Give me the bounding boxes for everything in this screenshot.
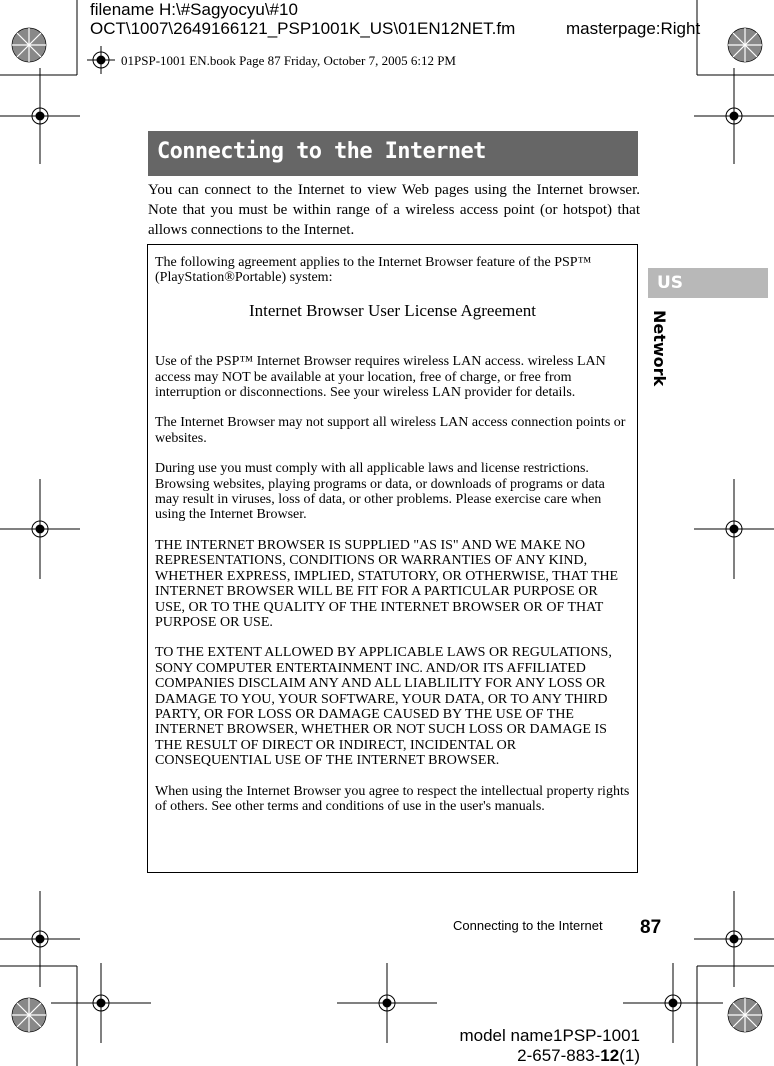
masterpage-label: masterpage:Right bbox=[566, 19, 701, 38]
model-line-2 bbox=[450, 1046, 640, 1066]
model-code-bold: 12 bbox=[600, 1046, 620, 1065]
agreement-paragraph: TO THE EXTENT ALLOWED BY APPLICABLE LAWS OR REGULATIONS, SONY COMPUTER ENTERTAINMENT INC. AND/OR ITS AFFILIATED COMPANIES DISCLAIM ANY AND ALL LIABLILITY FOR ANY LOSS OR DAMAGE TO YOU, YOUR SOFTWARE, YOUR DATA, OR TO ANY THIRD PARTY, OR FOR LOSS OR DAMAGE CAUSED BY THE USE OF THE INTERNET BROWSER, WHETHER OR NOT SUCH LOSS OR DAMAGE IS THE RESULT OF DIRECT OR INDIRECT, INCIDENTAL OR CONSEQUENTIAL USE OF THE INTERNET BROWSER. bbox=[155, 645, 612, 769]
section-title: Connecting to the Internet bbox=[157, 139, 486, 164]
intro-paragraph: You can connect to the Internet to view Web pages using the Internet browser. Note that you must be within range of a wireless access point (or hotspot) that allows connections to the Internet. bbox=[148, 182, 640, 238]
page-number: 87 bbox=[640, 917, 662, 938]
filename-line-2: OCT\1007\2649166121_PSP1001K_US\01EN12NET.fm bbox=[90, 19, 516, 38]
model-line-1: model name1PSP-1001 bbox=[459, 1026, 640, 1045]
chapter-label: Network bbox=[650, 310, 669, 387]
model-info bbox=[450, 1026, 640, 1066]
agreement-paragraph: The Internet Browser may not support all wireless LAN access connection points or websites. bbox=[155, 415, 626, 446]
agreement-paragraph: THE INTERNET BROWSER IS SUPPLIED "AS IS" AND WE MAKE NO REPRESENTATIONS, CONDITIONS OR WARRANTIES OF ANY KIND, WHETHER EXPRESS, IMPLIED, STATUTORY, OR OTHERWISE, THAT THE INTERNET BROWSER WILL BE FIT FOR A PARTICULAR PURPOSE OR USE, OR TO THE QUALITY OF THE INTERNET BROWSER OR OF THAT PURPOSE OR USE. bbox=[155, 537, 619, 630]
agreement-paragraph: When using the Internet Browser you agree to respect the intellectual property rights of others. See other terms and conditions of use in the user's manuals. bbox=[155, 783, 630, 814]
model-code-suffix: (1) bbox=[619, 1046, 640, 1065]
agreement-preamble: The following agreement applies to the Internet Browser feature of the PSP™ (PlayStation®Portable) system: bbox=[155, 255, 592, 286]
agreement-paragraph: During use you must comply with all applicable laws and license restrictions. Browsing websites, playing programs or data, or downloads of programs or data may result in viruses, loss of data, or other problems. Please exercise care when using the Internet Browser. bbox=[155, 461, 605, 523]
book-info-line: 01PSP-1001 EN.book Page 87 Friday, October 7, 2005 6:12 PM bbox=[121, 53, 456, 68]
filename-header bbox=[90, 0, 515, 38]
running-footer-title: Connecting to the Internet bbox=[453, 918, 603, 933]
region-tab bbox=[648, 268, 768, 298]
license-agreement-box bbox=[147, 244, 638, 873]
agreement-paragraph: Use of the PSP™ Internet Browser requires wireless LAN access. wireless LAN access may NOT be available at your location, free of charge, or free from interruption or disconnections. See your wireless LAN provider for details. bbox=[155, 354, 606, 401]
model-code-prefix: 2-657-883- bbox=[517, 1046, 601, 1065]
filename-line-1: filename H:\#Sagyocyu\#10 bbox=[90, 0, 298, 19]
region-label: US bbox=[657, 273, 684, 293]
agreement-title: Internet Browser User License Agreement bbox=[249, 300, 536, 320]
